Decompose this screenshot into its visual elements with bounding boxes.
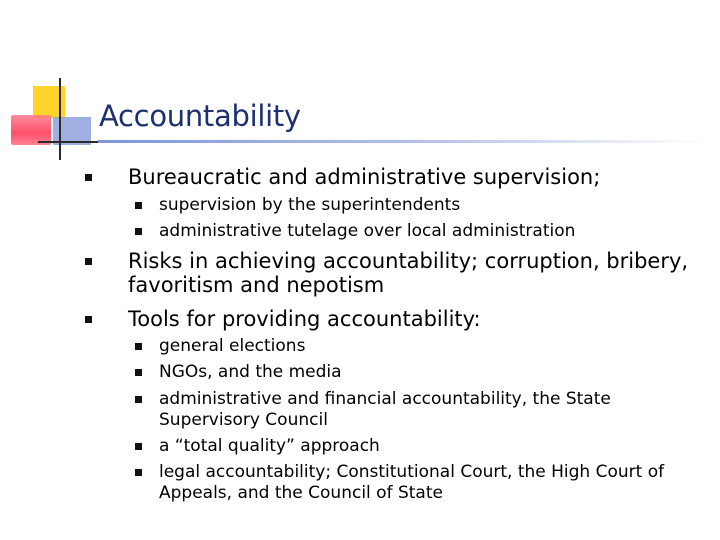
decorative-vertical-line — [59, 78, 61, 160]
sub-bullet-text: a “total quality” approach — [159, 436, 380, 456]
sub-bullet-text: NGOs, and the media — [159, 362, 342, 382]
square-bullet-icon — [85, 174, 92, 181]
square-bullet-icon — [135, 343, 142, 350]
bullet-text: Risks in achieving accountability; corruption, bribery, favoritism and nepotism — [128, 249, 689, 297]
square-bullet-icon — [135, 396, 142, 403]
sub-bullet-text: supervision by the superintendents — [159, 195, 461, 215]
bullet-item — [128, 307, 688, 331]
sub-bullet-item — [159, 462, 699, 504]
sub-bullet-text: legal accountability; Constitutional Court, the High Court of Appeals, and the Council of State — [159, 462, 665, 503]
bullet-text: Tools for providing accountability: — [128, 307, 481, 331]
square-bullet-icon — [135, 228, 142, 235]
sub-bullet-item — [159, 362, 689, 383]
square-bullet-icon — [85, 258, 92, 265]
sub-bullet-item — [159, 389, 669, 431]
sub-bullet-text: administrative tutelage over local administration — [159, 221, 576, 241]
square-bullet-icon — [135, 469, 142, 476]
square-bullet-icon — [135, 202, 142, 209]
square-bullet-icon — [135, 369, 142, 376]
slide-title: Accountability — [99, 99, 301, 133]
sub-bullet-text: administrative and financial accountability, the State Supervisory Council — [159, 389, 611, 430]
bullet-item — [128, 249, 698, 297]
sub-bullet-text: general elections — [159, 336, 306, 356]
sub-bullet-item — [159, 336, 689, 357]
bullet-text: Bureaucratic and administrative supervision; — [128, 165, 601, 189]
sub-bullet-item — [159, 436, 689, 457]
bullet-item — [128, 165, 688, 189]
decorative-horizontal-line — [38, 141, 102, 143]
sub-bullet-item — [159, 195, 689, 216]
title-underline — [98, 140, 708, 143]
square-bullet-icon — [85, 316, 92, 323]
square-bullet-icon — [135, 443, 142, 450]
sub-bullet-item — [159, 221, 689, 242]
